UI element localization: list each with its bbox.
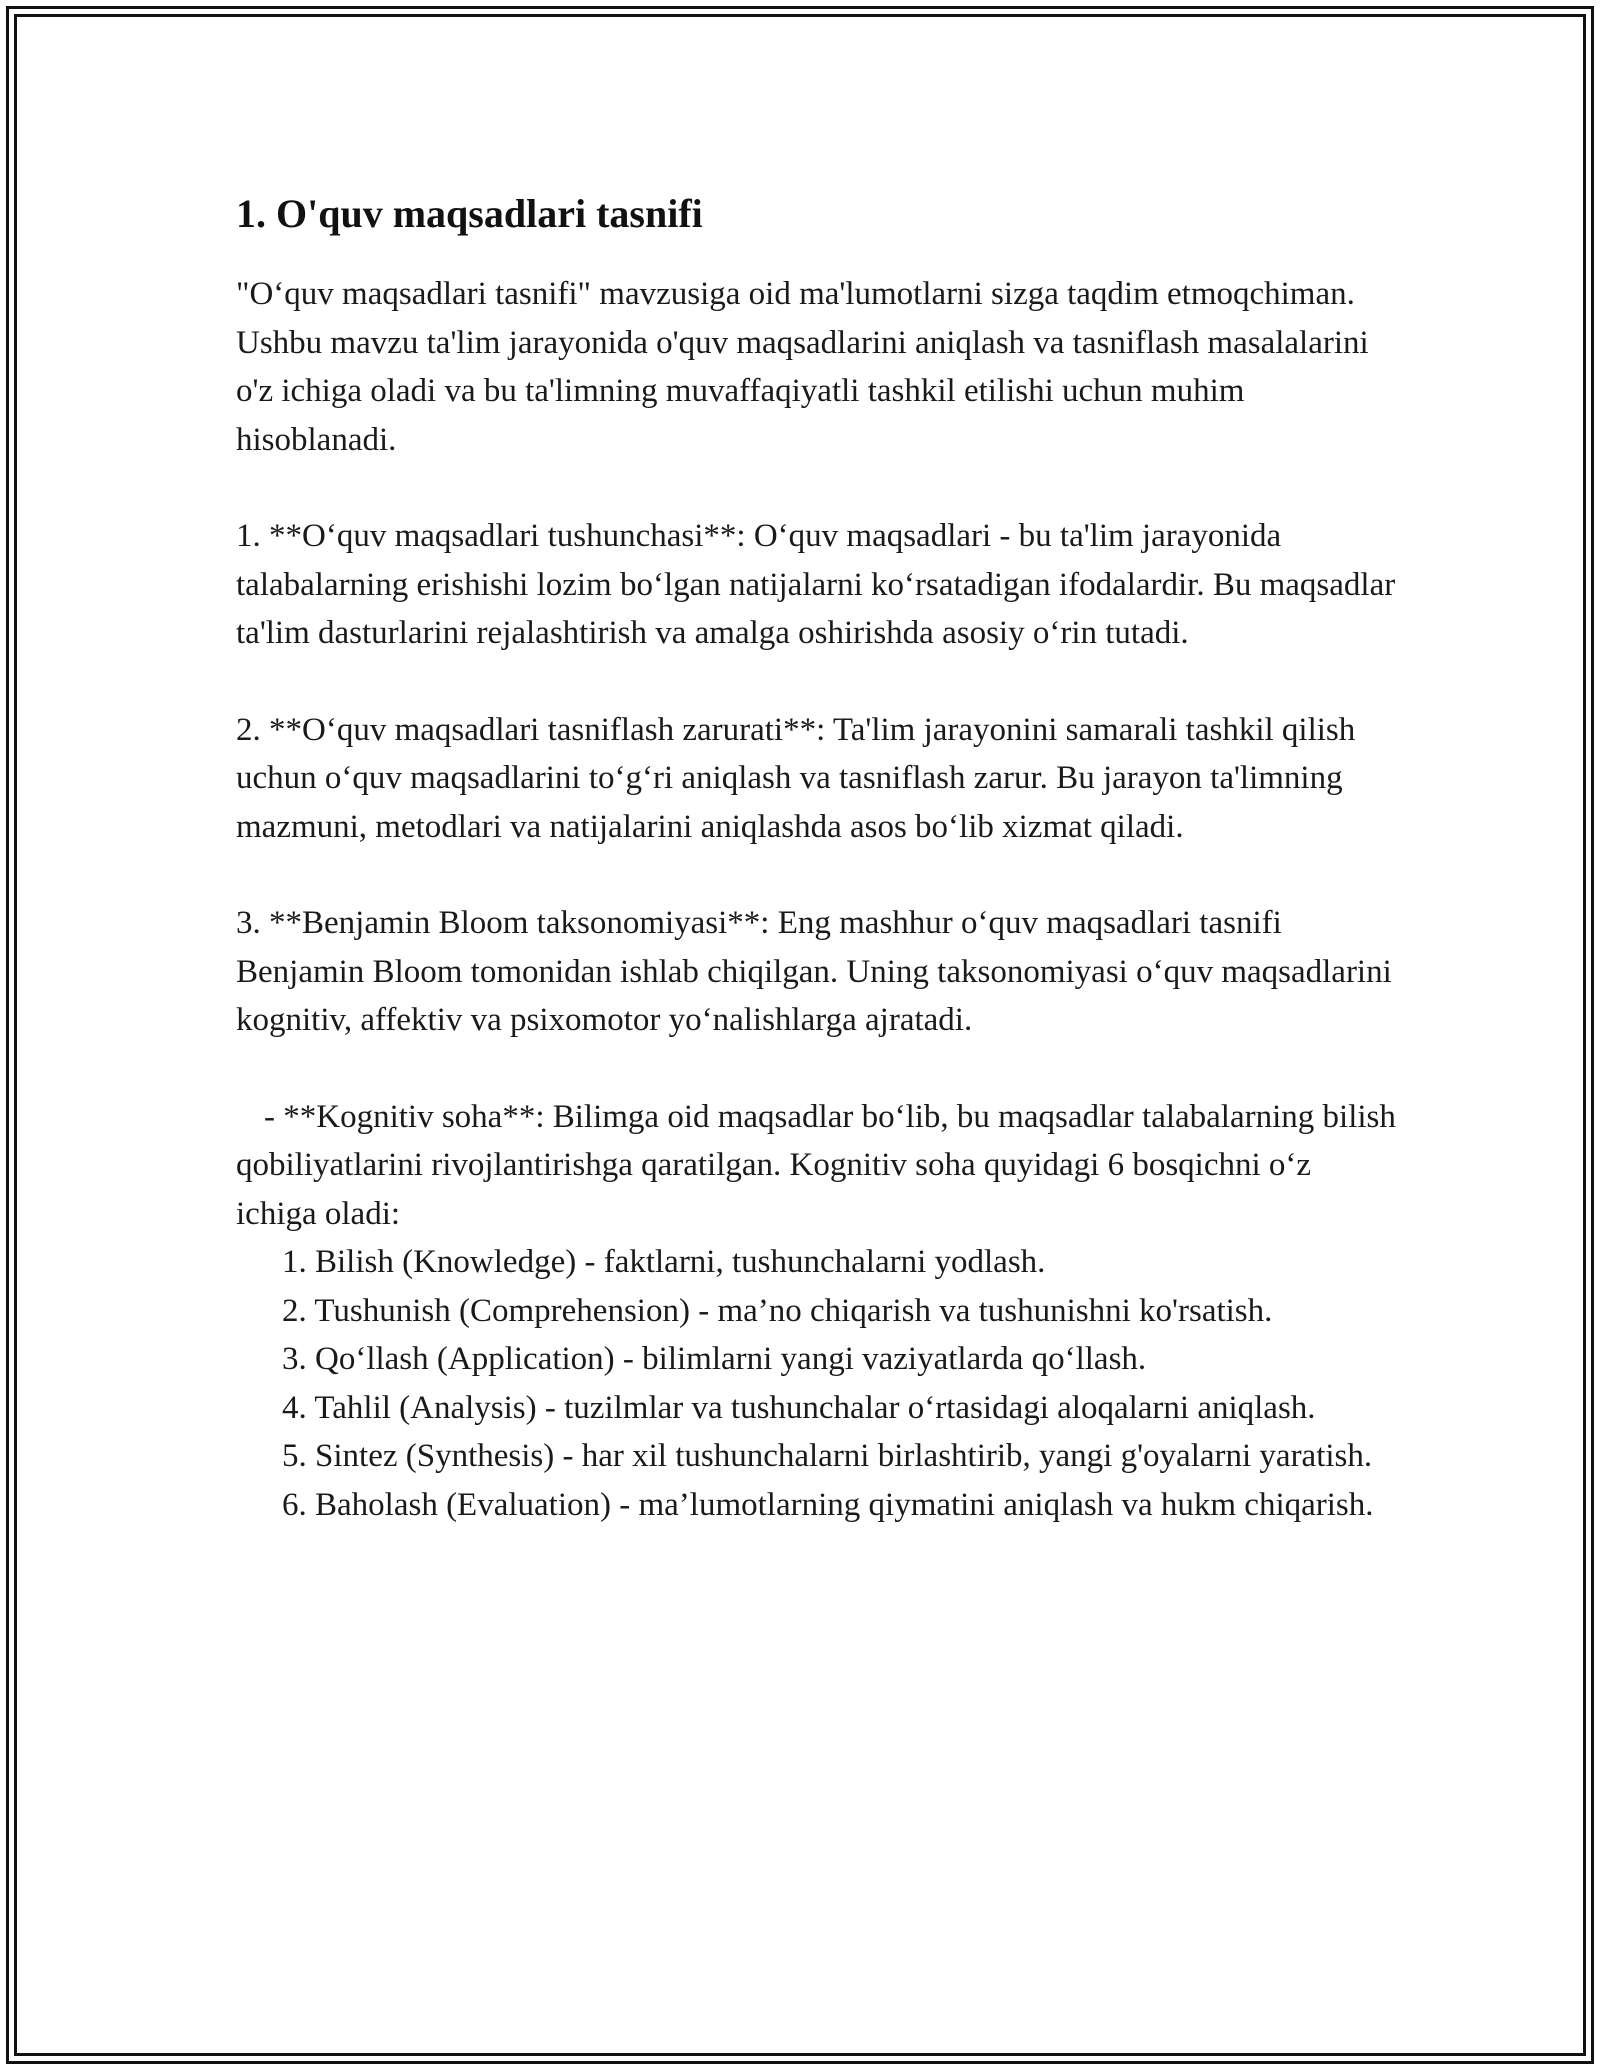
section-heading: 1. O'quv maqsadlari tasnifi: [236, 191, 703, 236]
paragraph-spacer: [236, 464, 1396, 512]
level-evaluation: 6. Baholash (Evaluation) - ma’lumotlarning qiymatini aniqlash va hukm chiqarish.: [282, 1486, 1374, 1523]
level-comprehension: 2. Tushunish (Comprehension) - ma’no chiqarish va tushunishni ko'rsatish.: [282, 1292, 1273, 1329]
list-item-concept: 1. **O‘quv maqsadlari tushunchasi**: O‘quv maqsadlari - bu ta'lim jarayonida talabalarning erishishi lozim bo‘lgan natijalarni ko‘rsatadigan ifodalardir. Bu maqsadlar ta'lim dasturlarini rejalashtirish va amalga oshirishda asosiy o‘rin tutadi.: [236, 518, 1396, 651]
level-knowledge: 1. Bilish (Knowledge) - faktlarni, tushunchalarni yodlash.: [282, 1244, 1046, 1280]
paragraph-spacer: [236, 851, 1396, 899]
cognitive-domain-paragraph: - **Kognitiv soha**: Bilimga oid maqsadlar bo‘lib, bu maqsadlar talabalarning bilish qobiliyatlarini rivojlantirishga qaratilgan. Kognitiv soha quyidagi 6 bosqichni o‘z ichiga oladi:: [236, 1098, 1396, 1232]
intro-paragraph: "O‘quv maqsadlari tasnifi" mavzusiga oid ma'lumotlarni sizga taqdim etmoqchiman. Ushbu mavzu ta'lim jarayonida o'quv maqsadlarini aniqlash va tasniflash masalalarini o'z ichiga oladi va bu ta'limning muvaffaqiyatli tashkil etilishi uchun muhim hisoblanadi.: [236, 276, 1369, 458]
paragraph-spacer: [236, 1045, 1396, 1093]
list-item-bloom: 3. **Benjamin Bloom taksonomiyasi**: Eng mashhur o‘quv maqsadlari tasnifi Benjamin Bloom tomonidan ishlab chiqilgan. Uning taksonomiyasi o‘quv maqsadlarini kognitiv, affektiv va psixomotor yo‘nalishlarga ajratadi.: [236, 905, 1392, 1038]
level-application: 3. Qo‘llash (Application) - bilimlarni yangi vaziyatlarda qo‘llash.: [282, 1341, 1147, 1377]
list-item-necessity: 2. **O‘quv maqsadlari tasniflash zarurati**: Ta'lim jarayonini samarali tashkil qilish uchun o‘quv maqsadlarini to‘g‘ri aniqlash va tasniflash zarur. Bu jarayon ta'limning mazmuni, metodlari va natijalarini aniqlashda asos bo‘lib xizmat qiladi.: [236, 711, 1356, 845]
level-synthesis: 5. Sintez (Synthesis) - har xil tushunchalarni birlashtirib, yangi g'oyalarni yaratish.: [282, 1438, 1373, 1474]
paragraph-spacer: [236, 658, 1396, 706]
document-body: [236, 188, 1396, 1529]
level-analysis: 4. Tahlil (Analysis) - tuzilmlar va tushunchalar o‘rtasidagi aloqalarni aniqlash.: [282, 1389, 1316, 1426]
